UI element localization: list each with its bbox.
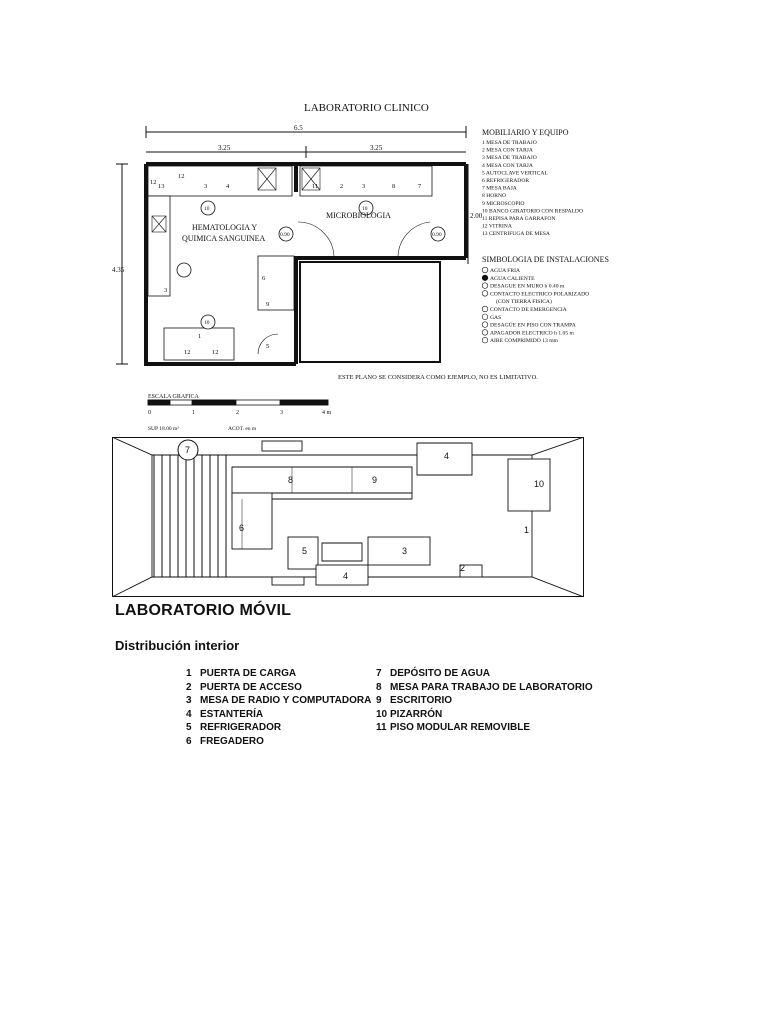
furniture-item: 3 MESA DE TRABAJO <box>482 155 537 162</box>
mobile-label-2: 2 <box>460 563 466 573</box>
legend-item: 5 REFRIGERADOR <box>186 722 282 733</box>
mobile-label-3: 3 <box>402 546 408 556</box>
dim-left: 3.25 <box>218 144 231 152</box>
symbols-title: SIMBOLOGIA DE INSTALACIONES <box>482 255 609 264</box>
symbol-icon <box>482 330 488 336</box>
mobile-label-6: 6 <box>239 523 245 533</box>
scale-acot: ACOT. en m <box>228 426 257 432</box>
mobile-label-5: 5 <box>302 546 308 556</box>
furniture-item: 2 MESA CON TARJA <box>482 147 533 154</box>
symbol-icon <box>482 322 488 328</box>
legend-item: 10 PIZARRÓN <box>376 708 443 720</box>
symbol-icon <box>482 283 488 289</box>
symbol-item: APAGADOR ELECTRICO h 1.05 m <box>490 330 574 337</box>
scale-tick-label: 2 <box>236 410 239 416</box>
svg-text:10: 10 <box>362 206 368 212</box>
furniture-item: 11 REPISA PARA GARRAFON <box>482 216 556 222</box>
floor-plan-drawing <box>108 92 640 434</box>
symbol-item: AGUA FRIA <box>490 268 520 274</box>
furniture-item: 7 MESA BAJA <box>482 185 517 192</box>
dim-height: 4.35 <box>112 266 125 274</box>
scale-sup: SUP 18.00 m² <box>148 426 179 432</box>
svg-text:5: 5 <box>266 343 270 350</box>
svg-text:10: 10 <box>204 206 210 212</box>
svg-text:12: 12 <box>184 349 191 356</box>
mobile-lab-perspective <box>112 437 584 597</box>
section-title: LABORATORIO MÓVIL <box>115 602 292 619</box>
svg-text:7: 7 <box>418 183 422 190</box>
svg-text:4: 4 <box>226 183 230 190</box>
svg-text:8: 8 <box>392 183 396 190</box>
symbol-item: GAS <box>490 314 502 321</box>
symbol-icon <box>482 337 488 343</box>
mobile-label-4-top: 4 <box>444 451 450 461</box>
scale-tick-label: 0 <box>148 410 151 416</box>
dim-right-height: 2.00 <box>470 212 483 220</box>
furniture-item: 8 HORNO <box>482 193 507 200</box>
symbol-item: CONTACTO DE EMERGENCIA <box>490 307 567 313</box>
mobile-label-9: 9 <box>372 475 378 485</box>
furniture-item: 5 AUTOCLAVE VERTICAL <box>482 170 548 177</box>
mobile-label-10: 10 <box>534 479 545 489</box>
svg-text:12: 12 <box>212 349 219 356</box>
furniture-item: 12 VITRINA <box>482 223 512 230</box>
legend-item: 9 ESCRITORIO <box>376 695 453 706</box>
furniture-item: 1 MESA DE TRABAJO <box>482 140 537 146</box>
furniture-item: 13 CENTRIFUGA DE MESA <box>482 231 550 238</box>
plan-note: ESTE PLANO SE CONSIDERA COMO EJEMPLO, NO ES LIMITATIVO. <box>338 374 538 381</box>
room-hematologia-line2: QUIMICA SANGUINEA <box>182 234 266 243</box>
scale-tick-label: 1 <box>192 410 195 416</box>
legend-item: 6 FREGADERO <box>186 735 264 747</box>
scale-title: ESCALA GRAFICA <box>148 394 199 400</box>
plan-title: LABORATORIO CLINICO <box>304 102 429 114</box>
furniture-item: 10 BANCO GIRATORIO CON RESPALDO <box>482 208 584 215</box>
scale-tick-label: 3 <box>280 410 283 416</box>
symbol-icon <box>482 306 488 312</box>
symbol-icon <box>482 267 488 273</box>
dim-right: 3.25 <box>370 144 383 152</box>
mobile-label-1: 1 <box>524 525 530 535</box>
scale-tick-label: 4 m <box>322 410 332 416</box>
legend-item: 2 PUERTA DE ACCESO <box>186 681 302 693</box>
legend-item: 8 MESA PARA TRABAJO DE LABORATORIO <box>376 681 593 693</box>
dim-total: 6.5 <box>294 124 303 132</box>
mobile-label-8: 8 <box>288 475 294 485</box>
svg-text:12: 12 <box>178 173 185 180</box>
legend-column-right <box>376 667 593 735</box>
svg-text:0.90: 0.90 <box>432 232 442 238</box>
legend-column-left <box>186 667 371 748</box>
legend-item: 11 PISO MODULAR REMOVIBLE <box>376 722 531 733</box>
symbol-item: AGUA CALIENTE <box>490 275 535 282</box>
svg-text:3: 3 <box>362 183 366 190</box>
furniture-item: 6 REFRIGERADOR <box>482 178 530 184</box>
legend-item: 4 ESTANTERÍA <box>186 708 264 720</box>
mobile-label-4-bottom: 4 <box>343 571 349 581</box>
mobile-lab-drawing <box>112 437 584 597</box>
mobile-label-7: 7 <box>185 445 191 455</box>
symbol-item: DESAGÜE EN PISO CON TRAMPA <box>490 322 576 329</box>
svg-text:3: 3 <box>164 287 168 294</box>
svg-text:1: 1 <box>198 333 202 340</box>
symbol-icon <box>482 314 488 320</box>
symbol-icon <box>482 291 488 297</box>
svg-text:9: 9 <box>266 301 270 308</box>
symbol-icon <box>482 275 488 281</box>
svg-text:2: 2 <box>340 183 344 190</box>
svg-text:6: 6 <box>262 275 266 282</box>
symbol-item: (CON TIERRA FISICA) <box>496 299 552 306</box>
section-subtitle: Distribución interior <box>115 638 240 653</box>
symbol-item: AIRE COMPRIMIDO 13 mm <box>490 338 558 345</box>
svg-text:12: 12 <box>150 179 157 186</box>
svg-text:0.90: 0.90 <box>280 232 290 238</box>
symbol-item: CONTACTO ELECTRICO POLARIZADO <box>490 291 590 298</box>
furniture-item: 4 MESA CON TARJA <box>482 162 533 169</box>
furniture-item: 9 MICROSCOPIO <box>482 200 525 207</box>
symbol-item: DESAGUE EN MURO h 0.40 m <box>490 283 565 290</box>
room-hematologia-line1: HEMATOLOGIA Y <box>192 223 258 232</box>
legend-item: 3 MESA DE RADIO Y COMPUTADORA <box>186 695 372 706</box>
svg-text:3: 3 <box>204 183 208 190</box>
svg-text:10: 10 <box>204 320 210 326</box>
legend-item: 1 PUERTA DE CARGA <box>186 668 297 679</box>
floor-plan-clinical-lab <box>108 92 640 434</box>
furniture-title: MOBILIARIO Y EQUIPO <box>482 128 569 137</box>
legend-item: 7 DEPÓSITO DE AGUA <box>376 668 491 679</box>
svg-text:11: 11 <box>312 183 319 190</box>
room-microbiologia: MICROBIOLOGIA <box>326 211 391 220</box>
svg-text:13: 13 <box>158 183 165 190</box>
